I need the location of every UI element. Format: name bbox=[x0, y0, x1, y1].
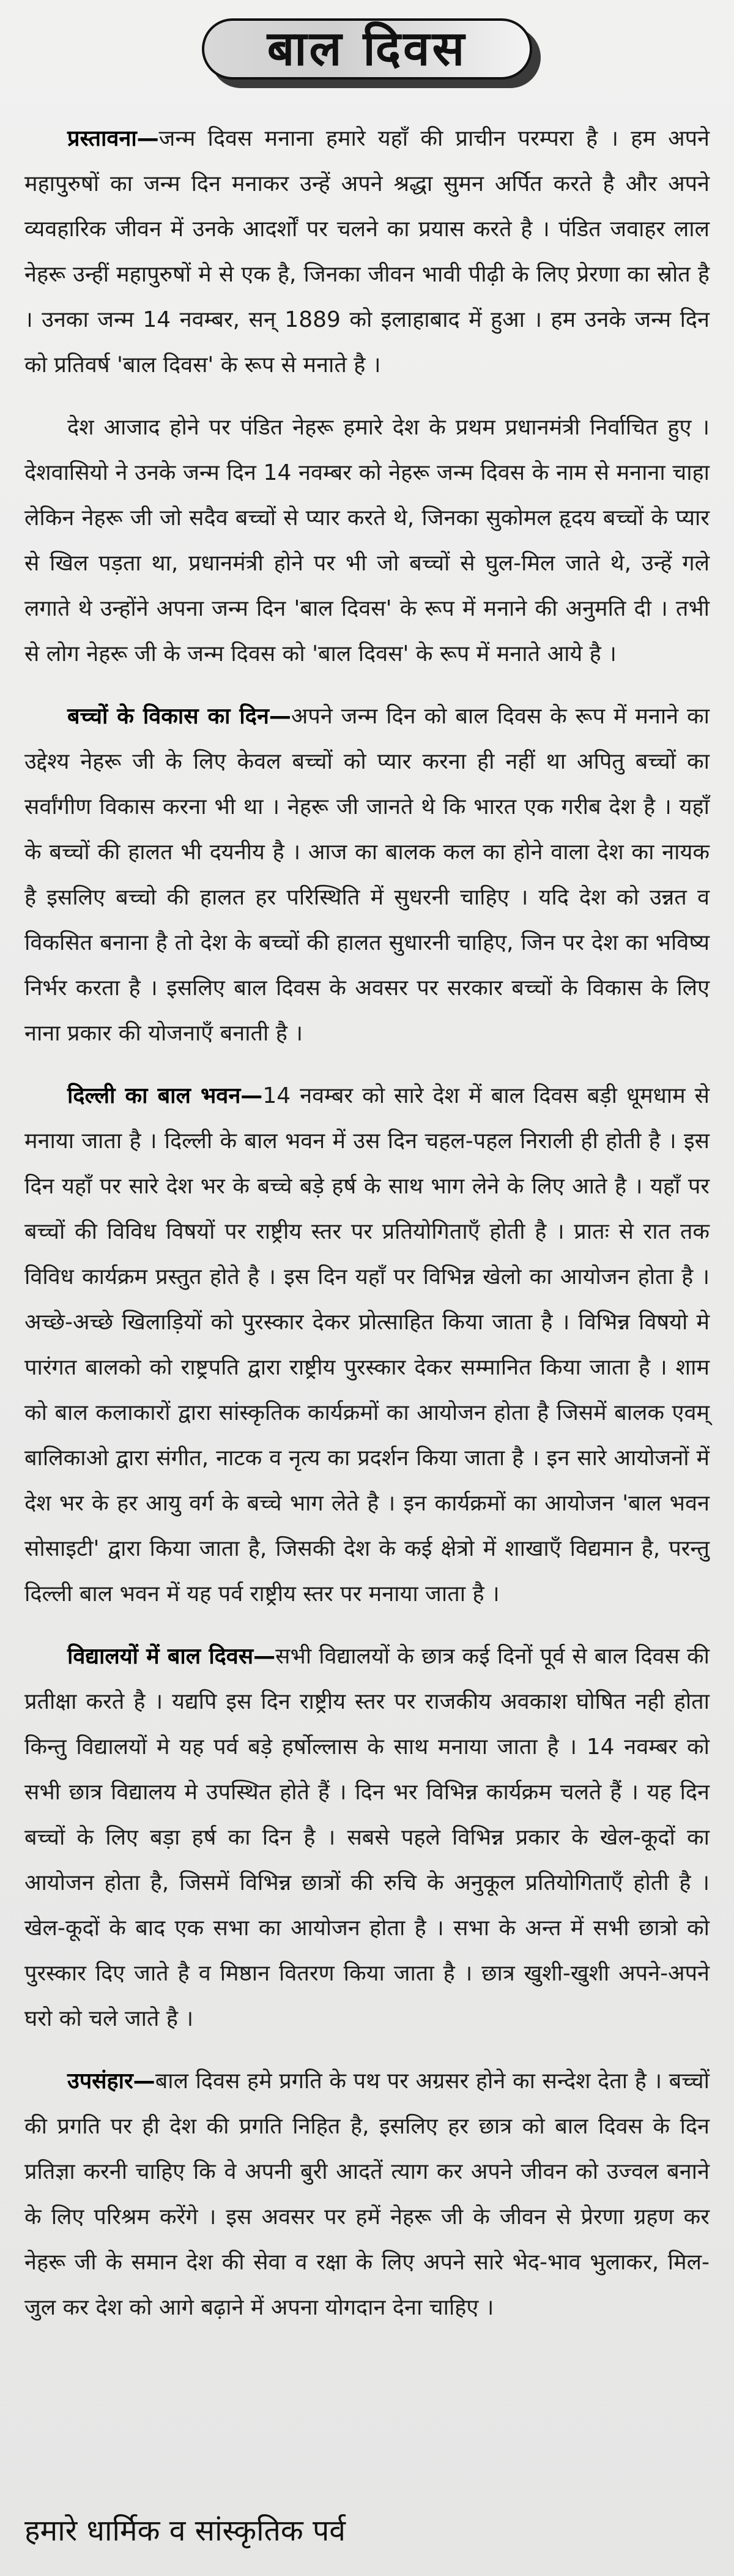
paragraph-text: 14 नवम्बर को सारे देश में बाल दिवस बड़ी धूमधाम से मनाया जाता है । दिल्ली के बाल भवन में उस दिन चहल-पहल निराली ही होती है । इस दिन यहाँ पर सारे देश भर के बच्चे बड़े हर्ष के साथ भाग लेने के लिए आते है । यहाँ पर बच्चों की विविध विषयों पर राष्ट्रीय स्तर पर प्रतियोगिताएँ होती है । प्रातः से रात तक विविध कार्यक्रम प्रस्तुत होते है । इस दिन यहाँ पर विभिन्न खेलो का आयोजन होता है । अच्छे-अच्छे खिलाड़ियों को पुरस्कार देकर प्रोत्साहित किया जाता है । विभिन्न विषयो मे पारंगत बालको को राष्ट्रपति द्वारा राष्ट्रीय पुरस्कार देकर सम्मानित किया जाता है । शाम को बाल कलाकारों द्वारा सांस्कृतिक कार्यक्रमों का आयोजन होता है जिसमें बालक एवम् बालिकाओ द्वारा संगीत, नाटक व नृत्य का प्रदर्शन किया जाता है । इन सारे आयोजनों में देश भर के हर आयु वर्ग के बच्चे भाग लेते है । इन कार्यक्रमों का आयोजन 'बाल भवन सोसाइटी' द्वारा किया जाता है, जिसकी देश के कई क्षेत्रो में शाखाएँ विद्यमान है, परन्तु दिल्ली बाल भवन में यह पर्व राष्ट्रीय स्तर पर मनाया जाता है । bbox=[24, 1083, 710, 1607]
paragraph-prime-minister bbox=[24, 405, 710, 677]
paragraph-text: देश आजाद होने पर पंडित नेहरू हमारे देश के प्रथम प्रधानमंत्री निर्वाचित हुए । देशवासियो ने उनके जन्म दिन 14 नवम्बर को नेहरू जन्म दिवस के नाम से मनाना चाहा लेकिन नेहरू जी जो सदैव बच्चों से प्यार करते थे, जिनका सुकोमल हृदय बच्चों के प्यार से खिल पड़ता था, प्रधानमंत्री होने पर भी जो बच्चों से घुल-मिल जाते थे, उन्हें गले लगाते थे उन्होंने अपना जन्म दिन 'बाल दिवस' के रूप में मनाने की अनुमति दी । तभी से लोग नेहरू जी के जन्म दिवस को 'बाल दिवस' के रूप में मनाते आये है । bbox=[24, 415, 710, 666]
paragraph-schools bbox=[24, 1634, 710, 2042]
paragraph-conclusion bbox=[24, 2059, 710, 2331]
paragraph-text: अपने जन्म दिन को बाल दिवस के रूप में मनाने का उद्देश्य नेहरू जी के लिए केवल बच्चों को प्यार करना ही नहीं था अपितु बच्चों का सर्वांगीण विकास करना भी था । नेहरू जी जानते थे कि भारत एक गरीब देश है । यहाँ के बच्चों की हालत भी दयनीय है । आज का बालक कल का होने वाला देश का नायक है इसलिए बच्चो की हालत हर परिस्थिति में सुधरनी चाहिए । यदि देश को उन्नत व विकसित बनाना है तो देश के बच्चों की हालत सुधारनी चाहिए, जिन पर देश का भविष्य निर्भर करता है । इसलिए बाल दिवस के अवसर पर सरकार बच्चों के विकास के लिए नाना प्रकार की योजनाएँ बनाती है । bbox=[24, 704, 710, 1046]
paragraph-heading: प्रस्तावना— bbox=[67, 126, 159, 151]
title-badge bbox=[202, 18, 544, 92]
paragraph-text: जन्म दिवस मनाना हमारे यहाँ की प्राचीन परम्परा है । हम अपने महापुरुषों का जन्म दिन मनाकर उन्हें अपने श्रद्धा सुमन अर्पित करते है और अपने व्यवहारिक जीवन में उनके आदर्शों पर चलने का प्रयास करते है । पंडित जवाहर लाल नेहरू उन्हीं महापुरुषों मे से एक है, जिनका जीवन भावी पीढ़ी के लिए प्रेरणा का स्रोत है । उनका जन्म 14 नवम्बर, सन् 1889 को इलाहाबाद में हुआ । हम उनके जन्म दिन को प्रतिवर्ष 'बाल दिवस' के रूप से मनाते है । bbox=[24, 126, 710, 378]
essay-body bbox=[24, 116, 710, 2348]
paragraph-introduction bbox=[24, 116, 710, 388]
paragraph-delhi-bal-bhavan bbox=[24, 1073, 710, 1617]
footer-caption: हमारे धार्मिक व सांस्कृतिक पर्व bbox=[24, 2514, 346, 2548]
paragraph-heading: दिल्ली का बाल भवन— bbox=[67, 1083, 263, 1108]
paragraph-child-development bbox=[24, 694, 710, 1056]
paragraph-heading: विद्यालयों में बाल दिवस— bbox=[67, 1644, 276, 1669]
paragraph-text: बाल दिवस हमे प्रगति के पथ पर अग्रसर होने का सन्देश देता है । बच्चों की प्रगति पर ही देश की प्रगति निहित है, इसलिए हर छात्र को बाल दिवस के दिन प्रतिज्ञा करनी चाहिए कि वे अपनी बुरी आदतें त्याग कर अपने जीवन को उज्वल बनाने के लिए परिश्रम करेंगे । इस अवसर पर हमें नेहरू जी के जीवन से प्रेरणा ग्रहण कर नेहरू जी के समान देश की सेवा व रक्षा के लिए अपने सारे भेद-भाव भुलाकर, मिल-जुल कर देश को आगे बढ़ाने में अपना योगदान देना चाहिए । bbox=[24, 2069, 710, 2320]
paragraph-heading: बच्चों के विकास का दिन— bbox=[67, 704, 291, 729]
title-badge-pill bbox=[202, 18, 532, 80]
paragraph-heading: उपसंहार— bbox=[67, 2069, 155, 2094]
page-title: बाल दिवस bbox=[267, 21, 467, 77]
paragraph-text: सभी विद्यालयों के छात्र कई दिनों पूर्व से बाल दिवस की प्रतीक्षा करते है । यद्यपि इस दिन राष्ट्रीय स्तर पर राजकीय अवकाश घोषित नही होता किन्तु विद्यालयों मे यह पर्व बड़े हर्षोल्लास के साथ मनाया जाता है । 14 नवम्बर को सभी छात्र विद्यालय मे उपस्थित होते हैं । दिन भर विभिन्न कार्यक्रम चलते हैं । यह दिन बच्चों के लिए बड़ा हर्ष का दिन है । सबसे पहले विभिन्न प्रकार के खेल-कूदों का आयोजन होता है, जिसमें विभिन्न छात्रों की रुचि के अनुकूल प्रतियोगिताएँ होती है । खेल-कूदों के बाद एक सभा का आयोजन होता है । सभा के अन्त में सभी छात्रो को पुरस्कार दिए जाते है व मिष्ठान वितरण किया जाता है । छात्र खुशी-खुशी अपने-अपने घरो को चले जाते है । bbox=[24, 1644, 710, 2031]
